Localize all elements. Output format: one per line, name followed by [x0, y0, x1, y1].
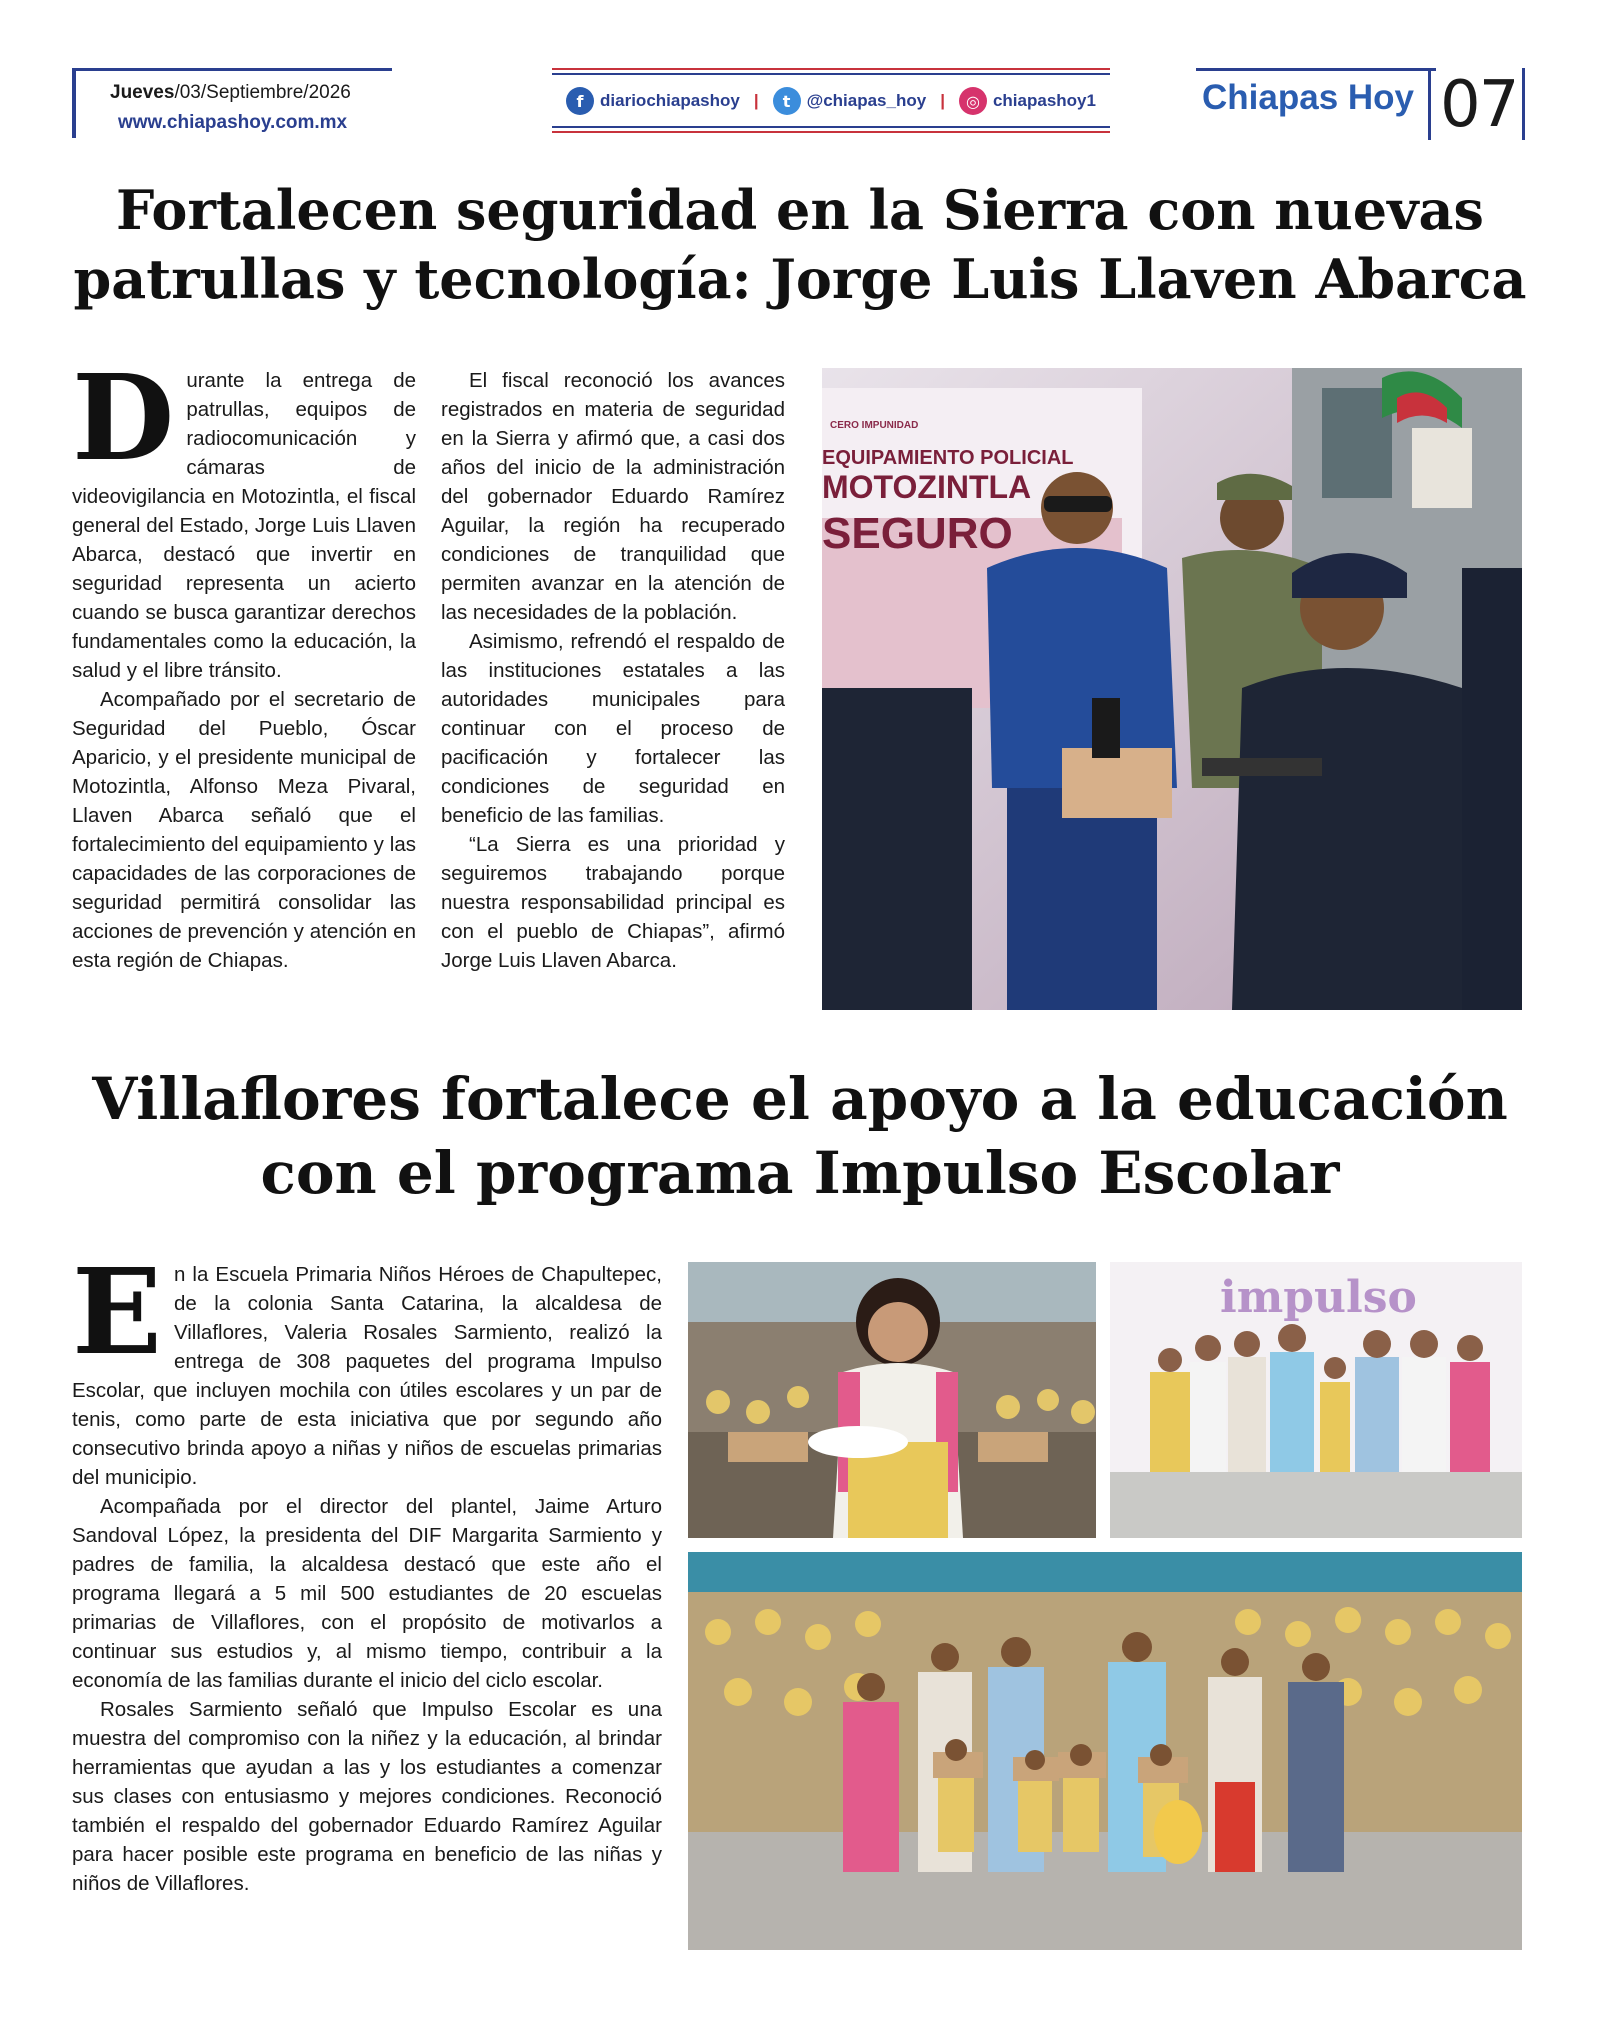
- headline-line: Fortalecen seguridad en la Sierra con nuevas: [116, 178, 1484, 242]
- header-rule: [72, 68, 76, 138]
- headline-line: con el programa Impulso Escolar: [260, 1139, 1340, 1208]
- twitter-handle: @chiapas_hoy: [806, 91, 927, 110]
- paragraph: Asimismo, refrendó el respaldo de las instituciones estatales a las autoridades municipales para continuar con el proceso de pacificación y fortalecer las condiciones de seguridad en beneficio de las familias.: [441, 630, 785, 827]
- paragraph: Rosales Sarmiento señaló que Impulso Escolar es una muestra del compromiso con la niñez y la educación, al brindar herramientas que ayudan a las y los estudiantes a comenzar sus clases con entusiasmo y mejores condiciones. Reconoció también el respaldo del gobernador Eduardo Ramírez Aguilar para hacer posible este programa en beneficio de las niñas y niños de Villaflores.: [72, 1698, 662, 1895]
- headline-line: patrullas y tecnología: Jorge Luis Llaven Abarca: [73, 247, 1527, 312]
- social-rule: [552, 73, 1110, 75]
- drop-cap: D: [72, 348, 175, 487]
- paragraph-text: urante la entrega de patrullas, equipos de radiocomunicación y cámaras de videovigilancia en Motozintla, el fiscal general del Estado, Jorge Luis Llaven Abarca, destacó que invertir en seguridad representa un acierto cuando se busca garantizar derechos fundamentales como la educación, la salud y el libre tránsito.: [72, 369, 416, 682]
- instagram-icon: ◎: [959, 87, 987, 115]
- divider: |: [753, 91, 759, 110]
- article1-photo: [822, 368, 1522, 1010]
- facebook-icon: f: [566, 87, 594, 115]
- article2-photo-group: [688, 1552, 1522, 1950]
- social-links: [552, 86, 1110, 116]
- masthead-rule: [1196, 68, 1436, 71]
- website-link[interactable]: www.chiapashoy.com.mx: [118, 112, 348, 133]
- header-rule: [72, 68, 392, 71]
- instagram-link[interactable]: [959, 87, 1096, 115]
- banner-line: EQUIPAMIENTO POLICIAL: [822, 447, 1074, 469]
- impulso-banner-text: impulso: [1220, 1272, 1417, 1323]
- banner-line: SEGURO: [822, 509, 1013, 558]
- header-date-block: [72, 68, 392, 138]
- drop-cap: E: [72, 1242, 162, 1381]
- article1-column-2: [441, 366, 785, 975]
- article2-column: [72, 1242, 662, 1898]
- banner-tag: CERO IMPUNIDAD: [830, 420, 919, 431]
- paragraph: Acompañado por el secretario de Seguridad del Pueblo, Óscar Aparicio, y el presidente municipal de Motozintla, Alfonso Meza Pivaral, Llaven Abarca señaló que el fortalecimiento del equipamiento y las capacidades de las corporaciones de seguridad permitirá consolidar las acciones de prevención y atención en esta región de Chiapas.: [72, 688, 416, 972]
- social-rule: [552, 131, 1110, 133]
- twitter-icon: t: [773, 87, 801, 115]
- banner-line: MOTOZINTLA: [822, 469, 1032, 505]
- page-number: 07: [1440, 68, 1518, 142]
- masthead-rule: [1428, 68, 1431, 140]
- issue-date-text: /03/Septiembre/2026: [174, 82, 351, 103]
- facebook-handle: diariochiapashoy: [600, 91, 740, 110]
- article2-photo-girl: [688, 1262, 1096, 1538]
- article1-column-1: [72, 348, 416, 975]
- paragraph-text: n la Escuela Primaria Niños Héroes de Chapultepec, de la colonia Santa Catarina, la alcaldesa de Villaflores, Valeria Rosales Sarmiento, realizó la entrega de 308 paquetes del programa Impulso Escolar, que incluyen mochila con útiles escolares y un par de tenis, como parte de esta iniciativa que por segundo año consecutivo brinda apoyo a niñas y niños de escuelas primarias del municipio.: [72, 1263, 662, 1489]
- divider: |: [940, 91, 945, 110]
- paragraph: [72, 1242, 662, 1492]
- article2-photo-officials: [1110, 1262, 1522, 1538]
- brand-name: Chiapas Hoy: [1202, 78, 1414, 117]
- issue-date: [110, 82, 351, 104]
- paragraph: [72, 348, 416, 685]
- issue-day: Jueves: [110, 82, 175, 103]
- instagram-handle: chiapashoy1: [992, 91, 1096, 110]
- twitter-link[interactable]: [773, 87, 927, 115]
- social-bar: [552, 68, 1110, 134]
- article2-headline: [60, 1062, 1540, 1210]
- masthead-block: [1196, 68, 1526, 140]
- masthead-rule: [1522, 68, 1525, 140]
- social-rule: [552, 126, 1110, 128]
- paragraph: Acompañada por el director del plantel, Jaime Arturo Sandoval López, la presidenta del DIF Margarita Sarmiento y padres de familia, la alcaldesa destacó que este año el programa llegará a 5 mil 500 estudiantes de 20 escuelas primarias de Villaflores, con el propósito de motivarlos a continuar sus estudios y, al mismo tiempo, contribuir a la economía de las familias durante el inicio del ciclo escolar.: [72, 1495, 662, 1692]
- social-rule: [552, 68, 1110, 70]
- paragraph: “La Sierra es una prioridad y seguiremos trabajando porque nuestra responsabilidad principal es con el pueblo de Chiapas”, afirmó Jorge Luis Llaven Abarca.: [441, 833, 785, 972]
- article1-headline: [60, 176, 1540, 314]
- headline-line: Villaflores fortalece el apoyo a la educación: [92, 1065, 1508, 1133]
- facebook-link[interactable]: [566, 87, 740, 115]
- paragraph: El fiscal reconoció los avances registrados en materia de seguridad en la Sierra y afirmó que, a casi dos años del inicio de la administración del gobernador Eduardo Ramírez Aguilar, la región ha recuperado condiciones de tranquilidad que permiten avanzar en la atención de las necesidades de la población.: [441, 369, 785, 624]
